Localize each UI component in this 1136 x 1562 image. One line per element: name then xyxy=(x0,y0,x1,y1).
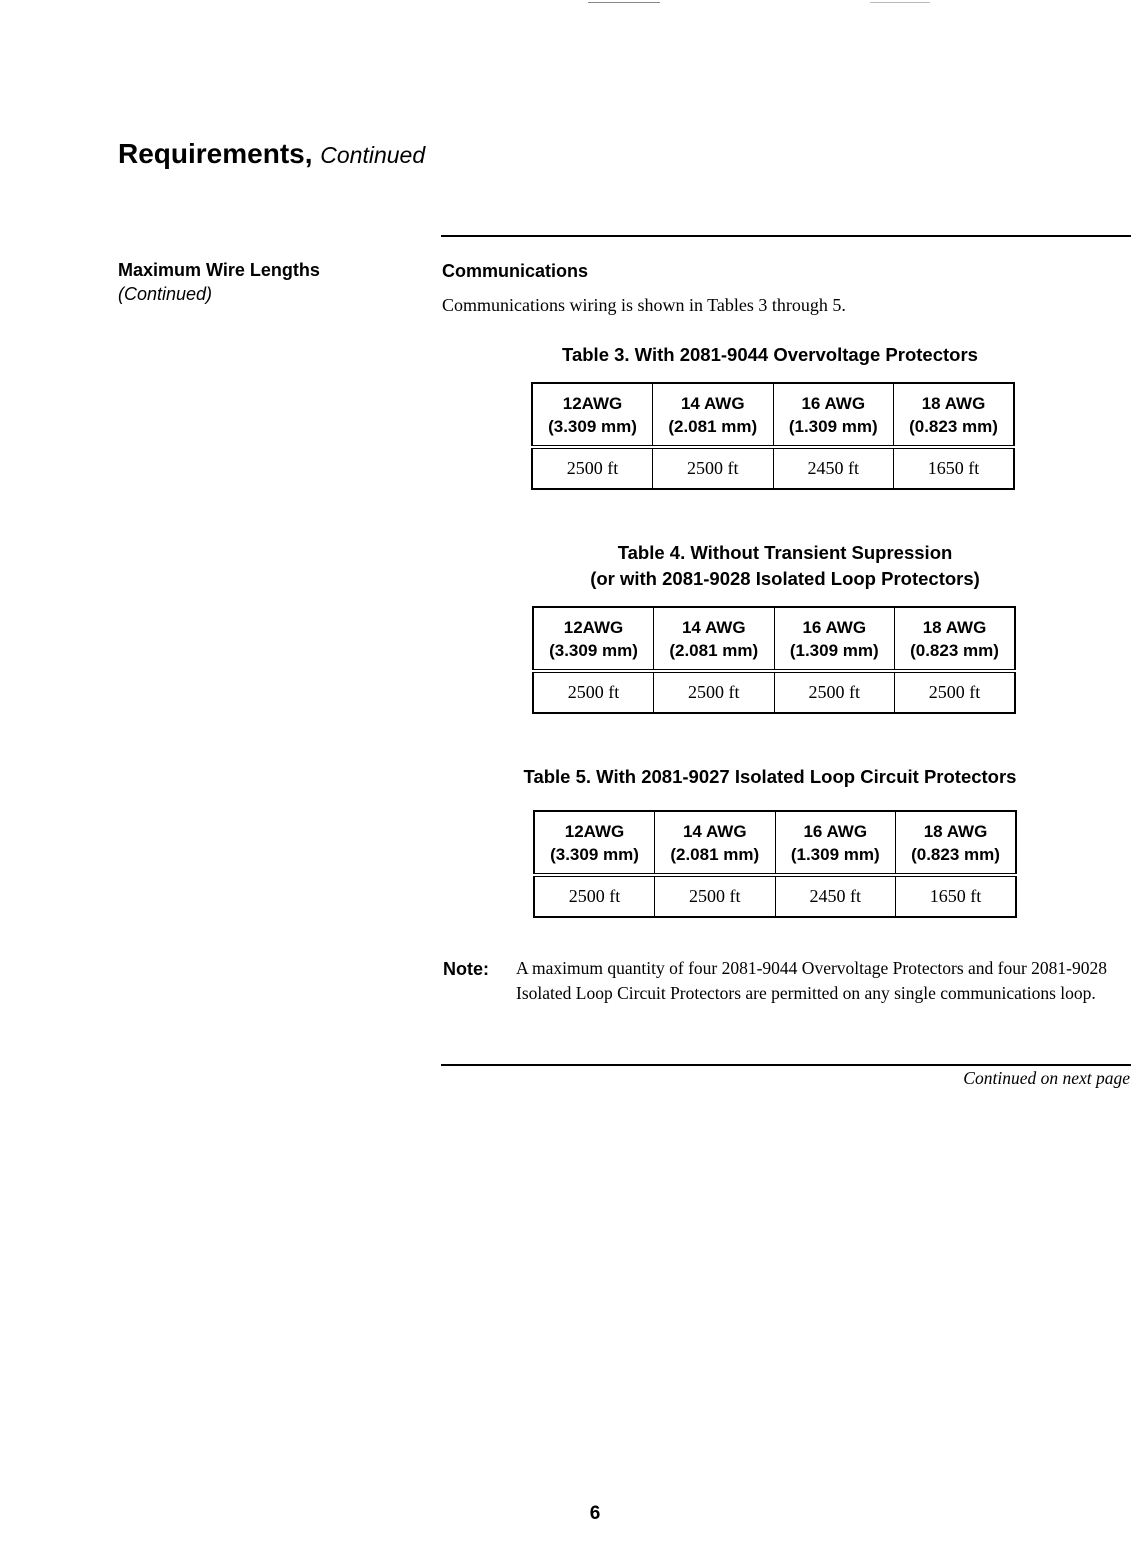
value-cell: 2500 ft xyxy=(533,671,654,713)
header-cell xyxy=(653,383,774,447)
page-title-suffix: Continued xyxy=(320,142,426,168)
header-cell xyxy=(532,383,653,447)
table-3-caption xyxy=(490,342,1050,368)
gauge-label: 12AWG xyxy=(564,821,625,841)
gauge-label: 16 AWG xyxy=(803,821,868,841)
size-label: (2.081 mm) xyxy=(669,640,759,660)
caption-line: (or with 2081-9028 Isolated Loop Protectors) xyxy=(590,568,980,589)
table-4-caption xyxy=(500,540,1070,592)
header-cell xyxy=(774,607,895,671)
note-text: A maximum quantity of four 2081-9044 Overvoltage Protectors and four 2081-9028 Isolated Loop Circuit Protectors are permitted on any single communications loop. xyxy=(516,958,1108,1003)
gauge-label: 14 AWG xyxy=(680,393,745,413)
gauge-label: 16 AWG xyxy=(802,617,867,637)
section-bottom-rule xyxy=(441,1064,1131,1066)
size-label: (2.081 mm) xyxy=(668,416,758,436)
gauge-label: 12AWG xyxy=(562,393,623,413)
size-label: (3.309 mm) xyxy=(549,640,638,660)
gauge-label: 16 AWG xyxy=(801,393,866,413)
value-cell: 2500 ft xyxy=(534,875,655,917)
header-cell xyxy=(655,811,776,875)
size-label: (2.081 mm) xyxy=(670,844,760,864)
header-cell xyxy=(533,607,654,671)
value-cell: 2500 ft xyxy=(655,875,776,917)
header-cell xyxy=(654,607,775,671)
value-cell: 2450 ft xyxy=(775,875,896,917)
table-row xyxy=(532,447,1014,489)
page-title-main: Requirements, xyxy=(118,138,313,169)
table-4 xyxy=(532,606,1016,714)
size-label: (0.823 mm) xyxy=(910,640,999,660)
header-cell xyxy=(894,383,1015,447)
value-cell: 2500 ft xyxy=(774,671,895,713)
gauge-label: 18 AWG xyxy=(922,617,987,637)
size-label: (3.309 mm) xyxy=(550,844,639,864)
section-heading: Communications xyxy=(442,261,589,281)
table-5-caption xyxy=(460,764,1080,790)
size-label: (0.823 mm) xyxy=(911,844,1000,864)
scan-artifact xyxy=(870,2,930,3)
sidebar-heading: Maximum Wire Lengths xyxy=(118,260,320,280)
table-row xyxy=(533,671,1015,713)
section-top-rule xyxy=(441,235,1131,237)
sidebar-subheading: (Continued) xyxy=(118,284,213,304)
header-cell xyxy=(775,811,896,875)
size-label: (1.309 mm) xyxy=(790,844,880,864)
intro-text: Communications wiring is shown in Tables 3 through 5. xyxy=(442,295,846,315)
scan-artifact xyxy=(588,2,660,3)
header-cell xyxy=(773,383,894,447)
value-cell: 2500 ft xyxy=(532,447,653,489)
size-label: (1.309 mm) xyxy=(789,640,879,660)
value-cell: 2500 ft xyxy=(653,447,774,489)
value-cell: 2450 ft xyxy=(773,447,894,489)
header-cell xyxy=(534,811,655,875)
gauge-label: 18 AWG xyxy=(921,393,986,413)
value-cell: 2500 ft xyxy=(654,671,775,713)
header-cell xyxy=(896,811,1017,875)
note-label: Note: xyxy=(443,959,489,979)
table-header-row xyxy=(534,811,1016,875)
table-3 xyxy=(531,382,1015,490)
table-5 xyxy=(533,810,1017,918)
size-label: (0.823 mm) xyxy=(909,416,998,436)
value-cell: 1650 ft xyxy=(894,447,1015,489)
table-row xyxy=(534,875,1016,917)
size-label: (3.309 mm) xyxy=(548,416,637,436)
size-label: (1.309 mm) xyxy=(788,416,878,436)
value-cell: 2500 ft xyxy=(895,671,1016,713)
gauge-label: 18 AWG xyxy=(923,821,988,841)
gauge-label: 14 AWG xyxy=(682,821,747,841)
continued-on-next-page: Continued on next page xyxy=(963,1068,1130,1088)
gauge-label: 14 AWG xyxy=(681,617,746,637)
caption-line: Table 5. With 2081-9027 Isolated Loop Circuit Protectors xyxy=(523,766,1017,787)
table-header-row xyxy=(533,607,1015,671)
caption-line: Table 4. Without Transient Supression xyxy=(617,542,953,563)
header-cell xyxy=(895,607,1016,671)
gauge-label: 12AWG xyxy=(563,617,624,637)
page-number: 6 xyxy=(589,1503,601,1524)
page-title xyxy=(118,138,425,170)
value-cell: 1650 ft xyxy=(896,875,1017,917)
table-header-row xyxy=(532,383,1014,447)
caption-line: Table 3. With 2081-9044 Overvoltage Protectors xyxy=(562,344,978,365)
